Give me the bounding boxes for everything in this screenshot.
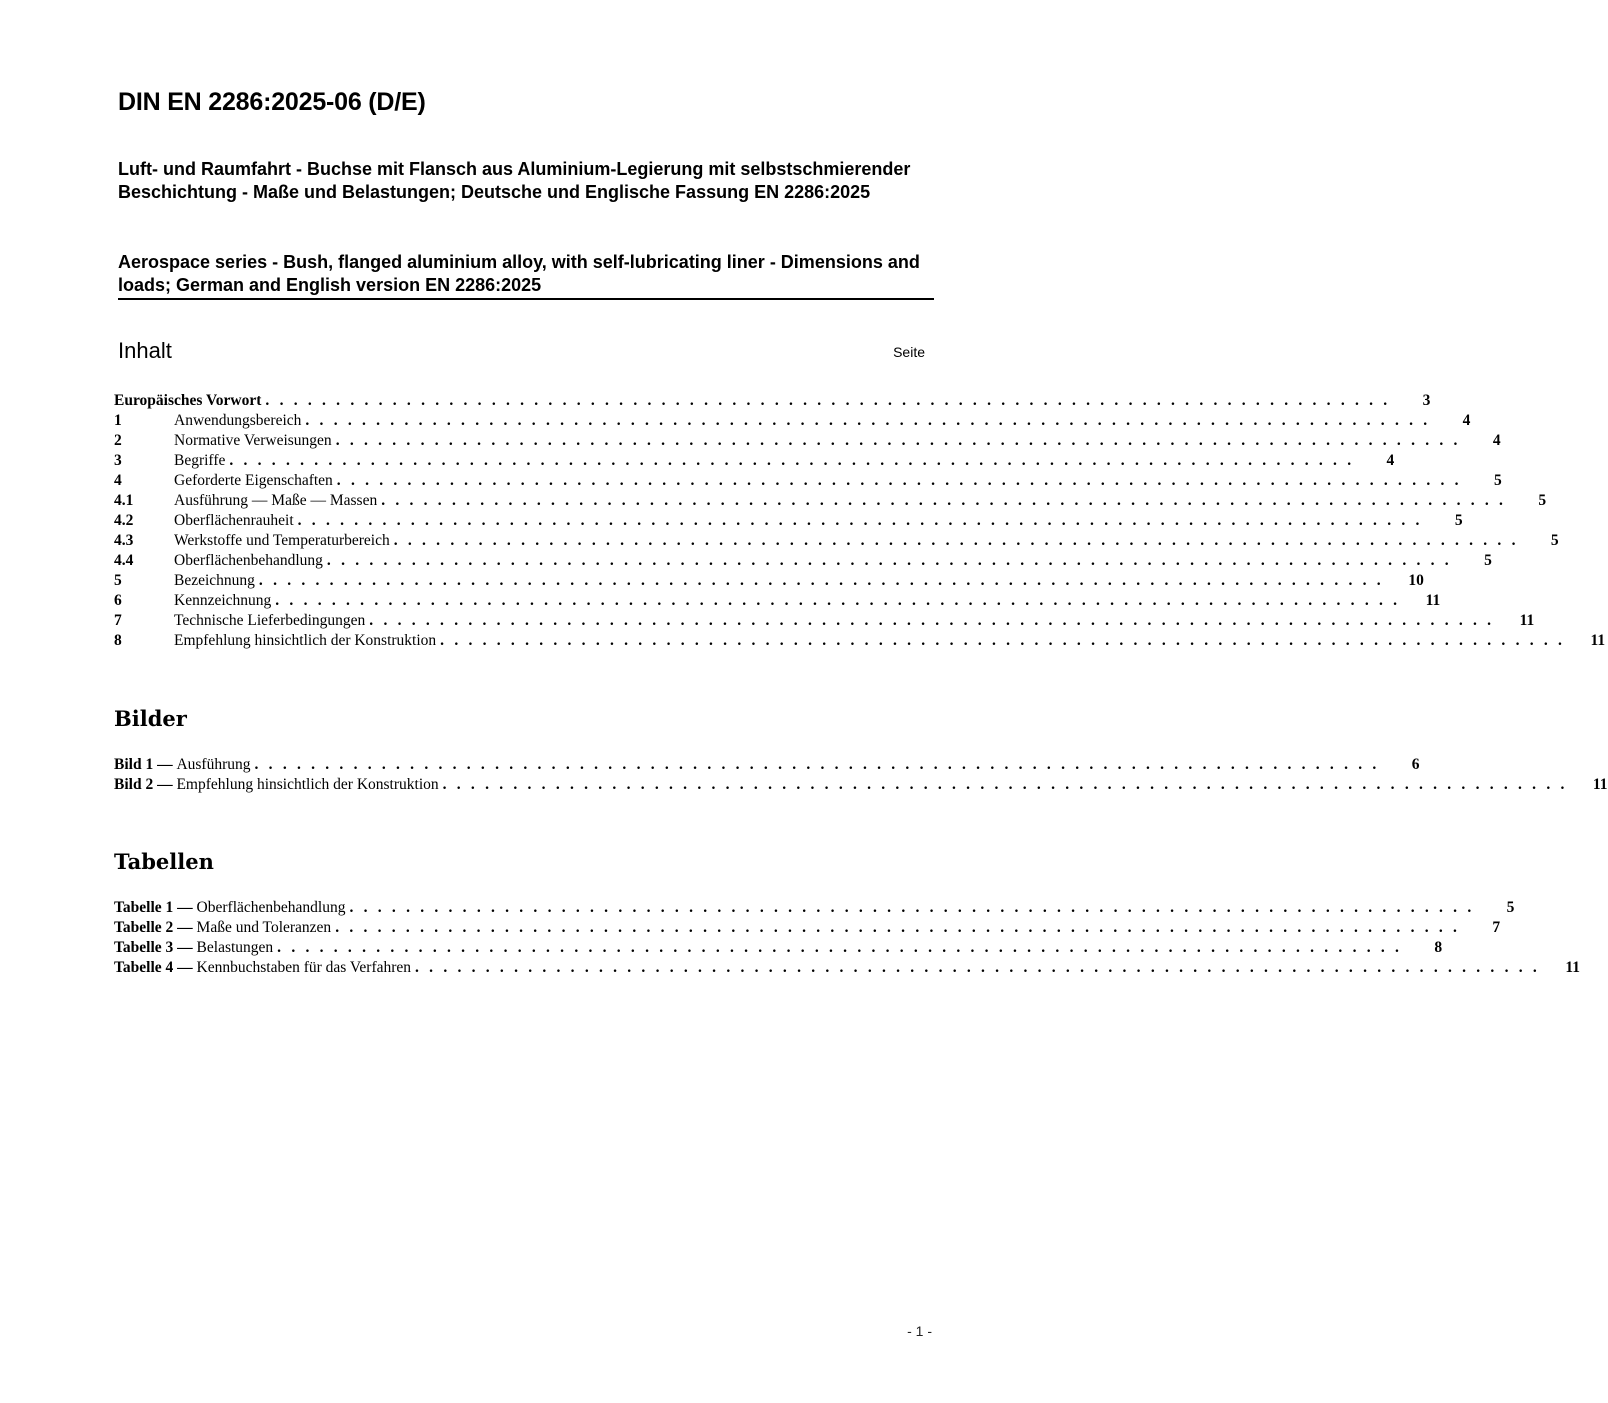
dot-leader: . . . . . . . . . . . . . . . . . . . . . . . . . . . . . . . . . . . . . . . . . . . . . . . . . . . . . . . . . . . . . . . . . . . . . . . . . . . . . . . . xyxy=(265,392,1391,409)
toc-entry-number: 7 xyxy=(114,612,122,629)
toc-entry[interactable] xyxy=(114,411,1471,431)
dot-leader: . . . . . . . . . . . . . . . . . . . . . . . . . . . . . . . . . . . . . . . . . . . . . . . . . . . . . . . . . . . . . . . . . . . . . . . . . . . . . . . . xyxy=(326,552,1452,569)
table-entry-page: 11 xyxy=(1565,959,1580,976)
toc-entry-label: Oberflächenbehandlung xyxy=(174,552,323,569)
dot-leader: . . . . . . . . . . . . . . . . . . . . . . . . . . . . . . . . . . . . . . . . . . . . . . . . . . . . . . . . . . . . . . . . . . . . . . . . . . . . . . . . xyxy=(369,612,1495,629)
toc-entry[interactable] xyxy=(114,611,1535,631)
toc-entry-label: Bezeichnung xyxy=(174,572,255,589)
figure-entry[interactable] xyxy=(114,755,1420,775)
toc-entry[interactable] xyxy=(114,471,1502,491)
toc-entry-page: 3 xyxy=(1422,392,1431,409)
figures-list xyxy=(114,755,1608,795)
figure-entry[interactable] xyxy=(114,775,1608,795)
table-entry-prefix: Tabelle 3 — xyxy=(114,939,193,956)
toc-entry-number: 2 xyxy=(114,432,122,449)
toc-entry-number: 4.1 xyxy=(114,492,134,509)
figure-entry-label: Empfehlung hinsichtlich der Konstruktion xyxy=(176,776,439,793)
dot-leader: . . . . . . . . . . . . . . . . . . . . . . . . . . . . . . . . . . . . . . . . . . . . . . . . . . . . . . . . . . . . . . . . . . . . . . . . . . . . . . . . xyxy=(335,919,1461,936)
figures-heading: Bilder xyxy=(114,706,187,731)
toc-entry[interactable] xyxy=(114,451,1395,471)
dot-leader: . . . . . . . . . . . . . . . . . . . . . . . . . . . . . . . . . . . . . . . . . . . . . . . . . . . . . . . . . . . . . . . . . . . . . . . . . . . . . . . . xyxy=(305,412,1431,429)
table-entry-label: Maße und Toleranzen xyxy=(196,919,332,936)
toc-entry-number: 4.4 xyxy=(114,552,134,569)
toc-entry[interactable] xyxy=(114,431,1501,451)
dot-leader: . . . . . . . . . . . . . . . . . . . . . . . . . . . . . . . . . . . . . . . . . . . . . . . . . . . . . . . . . . . . . . . . . . . . . . . . . . . . . . . . xyxy=(442,776,1568,793)
dot-leader: . . . . . . . . . . . . . . . . . . . . . . . . . . . . . . . . . . . . . . . . . . . . . . . . . . . . . . . . . . . . . . . . . . . . . . . . . . . . . . . . xyxy=(277,939,1403,956)
document-id: DIN EN 2286:2025-06 (D/E) xyxy=(118,88,426,116)
dot-leader: . . . . . . . . . . . . . . . . . . . . . . . . . . . . . . . . . . . . . . . . . . . . . . . . . . . . . . . . . . . . . . . . . . . . . . . . . . . . . . . . xyxy=(393,532,1519,549)
table-entry-page: 5 xyxy=(1506,899,1515,916)
page-number: - 1 - xyxy=(907,1323,932,1339)
table-entry-prefix: Tabelle 4 — xyxy=(114,959,193,976)
table-entry[interactable] xyxy=(114,918,1501,938)
toc-entry[interactable] xyxy=(114,571,1424,591)
dot-leader: . . . . . . . . . . . . . . . . . . . . . . . . . . . . . . . . . . . . . . . . . . . . . . . . . . . . . . . . . . . . . . . . . . . . . . . . . . . . . . . . xyxy=(440,632,1566,649)
toc-entry-number: 1 xyxy=(114,412,122,429)
toc-entry-page: 4 xyxy=(1492,432,1501,449)
toc-entry-label: Ausführung — Maße — Massen xyxy=(174,492,378,509)
figure-entry-page: 6 xyxy=(1411,756,1420,773)
table-entry[interactable] xyxy=(114,898,1515,918)
toc-entry-page: 11 xyxy=(1590,632,1606,649)
toc-entry-page: 5 xyxy=(1550,532,1559,549)
toc-entry-label: Empfehlung hinsichtlich der Konstruktion xyxy=(174,632,437,649)
dot-leader: . . . . . . . . . . . . . . . . . . . . . . . . . . . . . . . . . . . . . . . . . . . . . . . . . . . . . . . . . . . . . . . . . . . . . . . . . . . . . . . . xyxy=(415,959,1540,976)
toc-entry-page: 5 xyxy=(1454,512,1463,529)
toc-entry-page: 4 xyxy=(1462,412,1471,429)
toc-entry-page: 10 xyxy=(1408,572,1424,589)
table-entry[interactable] xyxy=(114,958,1580,978)
toc-entry-number: 4.2 xyxy=(114,512,134,529)
dot-leader: . . . . . . . . . . . . . . . . . . . . . . . . . . . . . . . . . . . . . . . . . . . . . . . . . . . . . . . . . . . . . . . . . . . . . . . . . . . . . . . . xyxy=(335,432,1461,449)
toc-entry-label: Kennzeichnung xyxy=(174,592,272,609)
table-entry-prefix: Tabelle 2 — xyxy=(114,919,193,936)
toc-entry-number: 5 xyxy=(114,572,122,589)
toc-entry[interactable] xyxy=(114,551,1492,571)
dot-leader: . . . . . . . . . . . . . . . . . . . . . . . . . . . . . . . . . . . . . . . . . . . . . . . . . . . . . . . . . . . . . . . . . . . . . . . . . . . . . . . . xyxy=(336,472,1462,489)
toc-entry-number: 8 xyxy=(114,632,122,649)
page-column-label: Seite xyxy=(893,344,925,360)
dot-leader: . . . . . . . . . . . . . . . . . . . . . . . . . . . . . . . . . . . . . . . . . . . . . . . . . . . . . . . . . . . . . . . . . . . . . . . . . . . . . . . . xyxy=(258,572,1384,589)
table-entry-page: 8 xyxy=(1434,939,1443,956)
toc-entry-label: Technische Lieferbedingungen xyxy=(174,612,366,629)
contents-heading: Inhalt xyxy=(118,338,172,363)
figure-entry-page: 11 xyxy=(1592,776,1608,793)
table-entry-label: Belastungen xyxy=(196,939,274,956)
table-entry-label: Oberflächenbehandlung xyxy=(196,899,346,916)
table-entry-label: Kennbuchstaben für das Verfahren xyxy=(196,959,412,976)
toc-entry-label: Geforderte Eigenschaften xyxy=(174,472,333,489)
dot-leader: . . . . . . . . . . . . . . . . . . . . . . . . . . . . . . . . . . . . . . . . . . . . . . . . . . . . . . . . . . . . . . . . . . . . . . . . . . . . . . . . xyxy=(297,512,1423,529)
dot-leader: . . . . . . . . . . . . . . . . . . . . . . . . . . . . . . . . . . . . . . . . . . . . . . . . . . . . . . . . . . . . . . . . . . . . . . . . . . . . . . . . xyxy=(275,592,1401,609)
figure-entry-label: Ausführung xyxy=(176,756,251,773)
title-english: Aerospace series - Bush, flanged aluminium alloy, with self-lubricating liner - Dimensions and loads; German and English version EN 2286:2025 xyxy=(118,251,934,300)
figure-entry-prefix: Bild 2 — xyxy=(114,776,173,793)
toc-entry-page: 5 xyxy=(1484,552,1492,569)
toc-entry-page: 11 xyxy=(1425,592,1441,609)
toc-entry[interactable] xyxy=(114,491,1547,511)
toc-entry-label: Anwendungsbereich xyxy=(174,412,302,429)
toc-entry[interactable] xyxy=(114,391,1431,411)
toc-entry-label: Oberflächenrauheit xyxy=(174,512,294,529)
figure-entry-prefix: Bild 1 — xyxy=(114,756,173,773)
toc-entry-page: 11 xyxy=(1519,612,1535,629)
toc-entry-number: 3 xyxy=(114,452,122,469)
toc-entry[interactable] xyxy=(114,631,1606,651)
title-german: Luft- und Raumfahrt - Buchse mit Flansch aus Aluminium-Legierung mit selbstschmierender Beschichtung - Maße und Belastungen; Deutsche und Englische Fassung EN 2286:2025 xyxy=(118,159,911,202)
table-entry-prefix: Tabelle 1 — xyxy=(114,899,193,916)
table-entry[interactable] xyxy=(114,938,1443,958)
contents-list xyxy=(114,391,1606,651)
toc-entry-number: 6 xyxy=(114,592,122,609)
toc-entry-number: 4.3 xyxy=(114,532,134,549)
toc-entry-label: Begriffe xyxy=(174,452,226,469)
table-entry-page: 7 xyxy=(1492,919,1501,936)
toc-entry[interactable] xyxy=(114,531,1559,551)
toc-entry[interactable] xyxy=(114,511,1463,531)
toc-entry-label: Werkstoffe und Temperaturbereich xyxy=(174,532,390,549)
tables-list xyxy=(114,898,1580,978)
toc-entry-page: 5 xyxy=(1493,472,1502,489)
toc-entry-number: 4 xyxy=(114,472,122,489)
dot-leader: . . . . . . . . . . . . . . . . . . . . . . . . . . . . . . . . . . . . . . . . . . . . . . . . . . . . . . . . . . . . . . . . . . . . . . . . . . . . . . . . xyxy=(229,452,1355,469)
toc-entry-label: Normative Verweisungen xyxy=(174,432,332,449)
dot-leader: . . . . . . . . . . . . . . . . . . . . . . . . . . . . . . . . . . . . . . . . . . . . . . . . . . . . . . . . . . . . . . . . . . . . . . . . . . . . . . . . xyxy=(381,492,1507,509)
toc-entry-page: 4 xyxy=(1386,452,1395,469)
toc-entry-page: 5 xyxy=(1538,492,1547,509)
toc-entry-label: Europäisches Vorwort xyxy=(114,392,262,409)
dot-leader: . . . . . . . . . . . . . . . . . . . . . . . . . . . . . . . . . . . . . . . . . . . . . . . . . . . . . . . . . . . . . . . . . . . . . . . . . . . . . . . . xyxy=(349,899,1475,916)
dot-leader: . . . . . . . . . . . . . . . . . . . . . . . . . . . . . . . . . . . . . . . . . . . . . . . . . . . . . . . . . . . . . . . . . . . . . . . . . . . . . . . . xyxy=(254,756,1380,773)
tables-heading: Tabellen xyxy=(114,849,214,874)
toc-entry[interactable] xyxy=(114,591,1441,611)
